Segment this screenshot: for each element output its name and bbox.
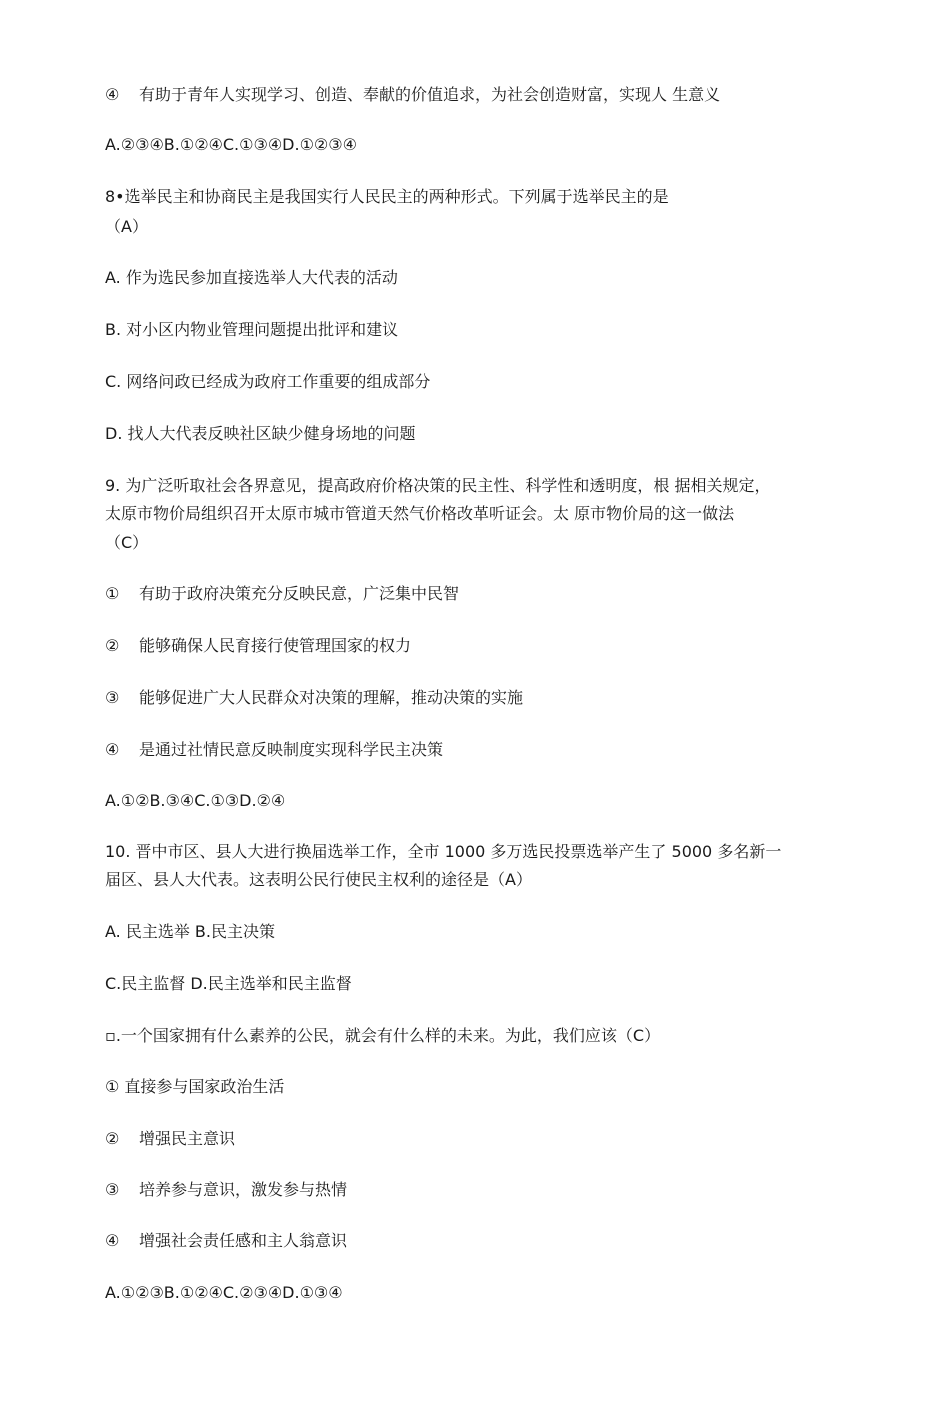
question-8-stem: 8•选举民主和协商民主是我国实行人民民主的两种形式。下列属于选举民主的是 bbox=[105, 187, 669, 206]
circled-number: ④ bbox=[105, 85, 120, 104]
question-8-option-d: D. 找人大代表反映社区缺少健身场地的问题 bbox=[105, 424, 416, 443]
statement-text: 增强民主意识 bbox=[139, 1129, 236, 1148]
circled-number: ④ bbox=[105, 1231, 120, 1250]
question-11-statement-2 bbox=[105, 1125, 842, 1153]
question-8-option-b: B. 对小区内物业管理问题提出批评和建议 bbox=[105, 320, 399, 339]
circled-number: ③ bbox=[105, 688, 120, 707]
circled-number: ① bbox=[105, 584, 120, 603]
question-8-answer: （A） bbox=[105, 217, 148, 236]
question-10-stem-line-2: 届区、县人大代表。这表明公民行使民主权利的途径是（A） bbox=[105, 870, 532, 889]
option-text: 有助于青年人实现学习、创造、奉献的价值追求，为社会创造财富，实现人 生意义 bbox=[139, 85, 721, 104]
question-10-options-cd: C.民主监督 D.民主选举和民主监督 bbox=[105, 974, 352, 993]
question-11-choices: A.①②③B.①②④C.②③④D.①③④ bbox=[105, 1283, 343, 1302]
statement-text: 培养参与意识，激发参与热情 bbox=[139, 1180, 348, 1199]
question-9-statement-2 bbox=[105, 632, 842, 660]
answer-choices: A.②③④B.①②④C.①③④D.①②③④ bbox=[105, 135, 357, 154]
question-9-statement-1 bbox=[105, 580, 842, 608]
statement-text: 能够促进广大人民群众对决策的理解，推动决策的实施 bbox=[139, 688, 524, 707]
question-9-statement-4 bbox=[105, 736, 842, 764]
question-10-stem-line-1: 10. 晋中市区、县人大进行换届选举工作，全市 1000 多万选民投票选举产生了 5000 多名新一 bbox=[105, 842, 782, 861]
question-11-statement-4 bbox=[105, 1227, 842, 1255]
question-9-answer: （C） bbox=[105, 533, 149, 552]
circled-number: ② bbox=[105, 636, 120, 655]
statement-text: 有助于政府决策充分反映民意，广泛集中民智 bbox=[139, 584, 460, 603]
question-11-statement-3 bbox=[105, 1176, 842, 1204]
question-8-option-c: C. 网络问政已经成为政府工作重要的组成部分 bbox=[105, 372, 431, 391]
circled-number: ④ bbox=[105, 740, 120, 759]
option-4-line bbox=[105, 81, 842, 109]
question-10-options-ab: A. 民主选举 B.民主决策 bbox=[105, 922, 275, 941]
question-11-statement-1: ① 直接参与国家政治生活 bbox=[105, 1077, 285, 1096]
circled-number: ② bbox=[105, 1129, 120, 1148]
question-9-stem-line-1: 9. 为广泛听取社会各界意见，提高政府价格决策的民主性、科学性和透明度，根 据相关规定， bbox=[105, 476, 771, 495]
question-9-statement-3 bbox=[105, 684, 842, 712]
question-9-stem-line-2: 太原市物价局组织召开太原市城市管道天然气价格改革听证会。太 原市物价局的这一做法 bbox=[105, 504, 735, 523]
question-11-stem: ▫.一个国家拥有什么素养的公民，就会有什么样的未来。为此，我们应该（C） bbox=[105, 1026, 661, 1045]
question-8-option-a: A. 作为选民参加直接选举人大代表的活动 bbox=[105, 268, 398, 287]
question-9-choices: A.①②B.③④C.①③D.②④ bbox=[105, 791, 286, 810]
statement-text: 是通过社情民意反映制度实现科学民主决策 bbox=[139, 740, 444, 759]
statement-text: 增强社会责任感和主人翁意识 bbox=[139, 1231, 348, 1250]
circled-number: ③ bbox=[105, 1180, 120, 1199]
statement-text: 能够确保人民育接行使管理国家的权力 bbox=[139, 636, 412, 655]
